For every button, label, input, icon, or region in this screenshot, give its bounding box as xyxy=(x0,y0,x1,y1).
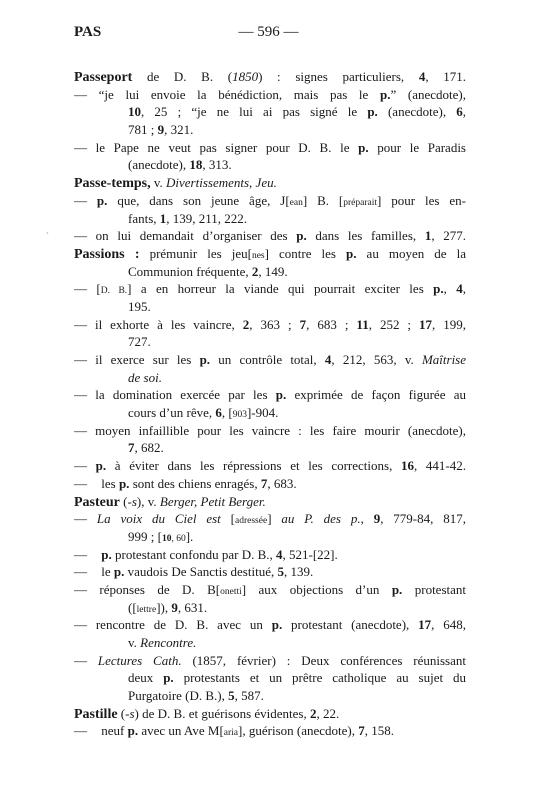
continuation-line: cours d’un rêve, 6, [903]-904. xyxy=(128,405,279,421)
continuation-line: deux p. protestants et un prêtre catholique au sujet du xyxy=(128,670,466,686)
subentry-line: — p. protestant confondu par D. B., 4, 521-[22]. xyxy=(74,546,338,562)
entry-line: Passions : prémunir les jeu[nes] contre les p. au moyen de la xyxy=(74,245,466,262)
entry-line: Pasteur (-s), v. Berger, Petit Berger. xyxy=(74,493,266,510)
continuation-line: fants, 1, 139, 211, 222. xyxy=(128,210,248,226)
entry-heading: Passions : xyxy=(74,246,140,262)
subentry-line: — neuf p. avec un Ave M[aria], guérison (anecdote), 7, 158. xyxy=(74,723,394,739)
entry-line: Pastille (-s) de D. B. et guérisons évidentes, 2, 22. xyxy=(74,705,340,722)
continuation-line: 7, 682. xyxy=(128,440,164,456)
running-head: PAS xyxy=(74,24,102,40)
subentry-line: — p. que, dans son jeune âge, J[ean] B. [préparait] pour les en- xyxy=(74,192,466,208)
subentry-line: — les p. sont des chiens enragés, 7, 683. xyxy=(74,475,297,491)
subentry-line: — moyen infaillible pour les vaincre : les faire mourir (anecdote), xyxy=(74,422,466,438)
continuation-line: Purgatoire (D. B.), 5, 587. xyxy=(128,688,264,704)
entry-heading: Passeport xyxy=(74,70,133,85)
entry-heading: Passe-temps, xyxy=(74,176,151,192)
subentry-line: — on lui demandait d’organiser des p. dans les familles, 1, 277. xyxy=(74,228,466,244)
continuation-line: 195. xyxy=(128,298,151,314)
subentry-line: — Lectures Cath. (1857, février) : Deux conférences réunissant xyxy=(74,652,466,668)
subentry-line: — La voix du Ciel est [adressée] au P. des p., 9, 779-84, 817, xyxy=(74,511,466,527)
index-entries xyxy=(74,68,466,740)
subentry-line: — rencontre de D. B. avec un p. protestant (anecdote), 17, 648, xyxy=(74,617,466,633)
subentry-line: — “je lui envoie la bénédiction, mais pas le p.” (anecdote), xyxy=(74,86,466,102)
subentry-line: — p. à éviter dans les répressions et les corrections, 16, 441-42. xyxy=(74,458,466,474)
entry-line: Passe-temps, v. Divertissements, Jeu. xyxy=(74,175,277,192)
continuation-line: 727. xyxy=(128,334,151,350)
entry-line: Passeport de D. B. (1850) : signes particuliers, 4, 171. xyxy=(74,69,466,85)
entry-heading: Pasteur xyxy=(74,494,120,510)
continuation-line: 999 ; [10, 60]. xyxy=(128,528,194,544)
entry-heading: Pastille xyxy=(74,706,118,722)
subentry-line: — il exerce sur les p. un contrôle total, 4, 212, 563, v. Maîtrise xyxy=(74,352,466,367)
continuation-line: (anecdote), 18, 313. xyxy=(128,157,232,173)
continuation-line: ([lettre]), 9, 631. xyxy=(128,599,208,615)
page-number: — 596 — xyxy=(238,24,299,40)
continuation-line: Communion fréquente, 2, 149. xyxy=(128,263,288,279)
continuation-line: 10, 25 ; “je ne lui ai pas signé le p. (anecdote), 6, xyxy=(128,104,466,120)
margin-mark: ` xyxy=(46,231,49,241)
subentry-line: — le Pape ne veut pas signer pour D. B. le p. pour le Paradis xyxy=(74,139,466,155)
subentry-line: — [D. B.] a en horreur la viande qui pourrait exciter les p., 4, xyxy=(74,281,466,297)
continuation-line: de soi. xyxy=(128,369,162,385)
subentry-line: — réponses de D. B[onetti] aux objections d’un p. protestant xyxy=(74,581,466,597)
subentry-line: — le p. vaudois De Sanctis destitué, 5, 139. xyxy=(74,564,314,580)
continuation-line: 781 ; 9, 321. xyxy=(128,122,194,138)
subentry-line: — il exhorte à les vaincre, 2, 363 ; 7, 683 ; 11, 252 ; 17, 199, xyxy=(74,316,466,332)
continuation-line: v. Rencontre. xyxy=(128,635,197,650)
page-header xyxy=(74,24,463,44)
subentry-line: — la domination exercée par les p. exprimée de façon figurée au xyxy=(74,387,466,403)
